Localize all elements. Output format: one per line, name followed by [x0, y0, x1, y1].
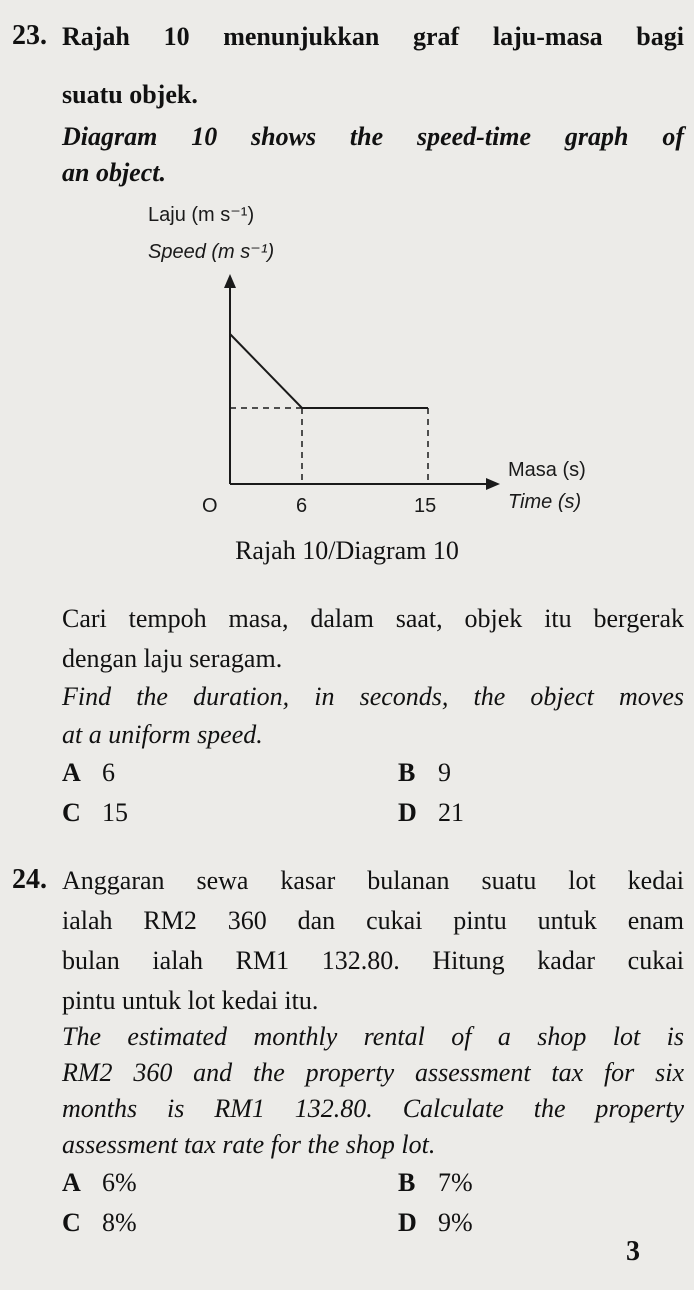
option-value: 9%: [438, 1208, 473, 1237]
q24-malay-line-3: bulan ialah RM1 132.80. Hitung kadar cukai: [62, 946, 684, 975]
q23-option-a[interactable]: [62, 758, 115, 788]
y-axis-arrowhead: [224, 274, 236, 288]
option-letter: C: [62, 1208, 81, 1237]
q24-option-d[interactable]: [398, 1208, 473, 1238]
speed-time-line: [230, 334, 428, 408]
q23-question-malay-line-2: dengan laju seragam.: [62, 644, 283, 673]
option-value: 15: [102, 798, 128, 827]
q23-english-line-1: Diagram 10 shows the speed-time graph of: [62, 122, 684, 151]
q23-option-b[interactable]: [398, 758, 451, 788]
q24-english-line-4: assessment tax rate for the shop lot.: [62, 1130, 436, 1159]
q24-malay-line-1: Anggaran sewa kasar bulanan suatu lot kedai: [62, 866, 684, 895]
diagram-caption: Rajah 10/Diagram 10: [235, 536, 459, 565]
y-axis-label-malay: Laju (m s⁻¹): [148, 204, 255, 226]
q23-english-line-2: an object.: [62, 158, 166, 187]
q23-question-english-line-2: at a uniform speed.: [62, 720, 263, 749]
x-tick-15: 15: [414, 495, 437, 517]
option-value: 7%: [438, 1168, 473, 1197]
q23-malay-line-2: suatu objek.: [62, 80, 198, 109]
option-letter: D: [398, 798, 417, 827]
option-letter: B: [398, 1168, 416, 1197]
q23-question-malay-line-1: Cari tempoh masa, dalam saat, objek itu bergerak: [62, 604, 684, 633]
graph-svg: [140, 200, 610, 520]
page-corner-mark: 3: [626, 1236, 640, 1267]
question-24-number: 24.: [12, 864, 47, 895]
option-value: 6: [102, 758, 115, 787]
q24-option-b[interactable]: [398, 1168, 473, 1198]
x-tick-6: 6: [296, 495, 308, 517]
y-axis-label-english: Speed (m s⁻¹): [148, 241, 275, 263]
q24-malay-line-2: ialah RM2 360 dan cukai pintu untuk enam: [62, 906, 684, 935]
option-value: 6%: [102, 1168, 137, 1197]
q23-malay-line-1: Rajah 10 menunjukkan graf laju-masa bagi: [62, 22, 684, 51]
option-letter: A: [62, 758, 81, 787]
q23-option-d[interactable]: [398, 798, 464, 828]
option-letter: D: [398, 1208, 417, 1237]
q24-english-line-1: The estimated monthly rental of a shop lot is: [62, 1022, 684, 1051]
q24-english-line-2: RM2 360 and the property assessment tax for six: [62, 1058, 684, 1087]
q23-option-c[interactable]: [62, 798, 128, 828]
option-value: 21: [438, 798, 464, 827]
x-axis-label-malay: Masa (s): [508, 459, 586, 481]
option-value: 8%: [102, 1208, 137, 1237]
q24-english-line-3: months is RM1 132.80. Calculate the property: [62, 1094, 684, 1123]
origin-label: O: [202, 495, 218, 517]
question-23-number: 23.: [12, 20, 47, 51]
option-letter: C: [62, 798, 81, 827]
q24-malay-line-4: pintu untuk lot kedai itu.: [62, 986, 319, 1015]
q24-option-c[interactable]: [62, 1208, 137, 1238]
q24-option-a[interactable]: [62, 1168, 137, 1198]
x-axis-label-english: Time (s): [508, 491, 582, 513]
q23-question-english-line-1: Find the duration, in seconds, the object moves: [62, 682, 684, 711]
speed-time-graph: [140, 200, 610, 520]
option-letter: B: [398, 758, 416, 787]
option-letter: A: [62, 1168, 81, 1197]
option-value: 9: [438, 758, 451, 787]
x-axis-arrowhead: [486, 478, 500, 490]
